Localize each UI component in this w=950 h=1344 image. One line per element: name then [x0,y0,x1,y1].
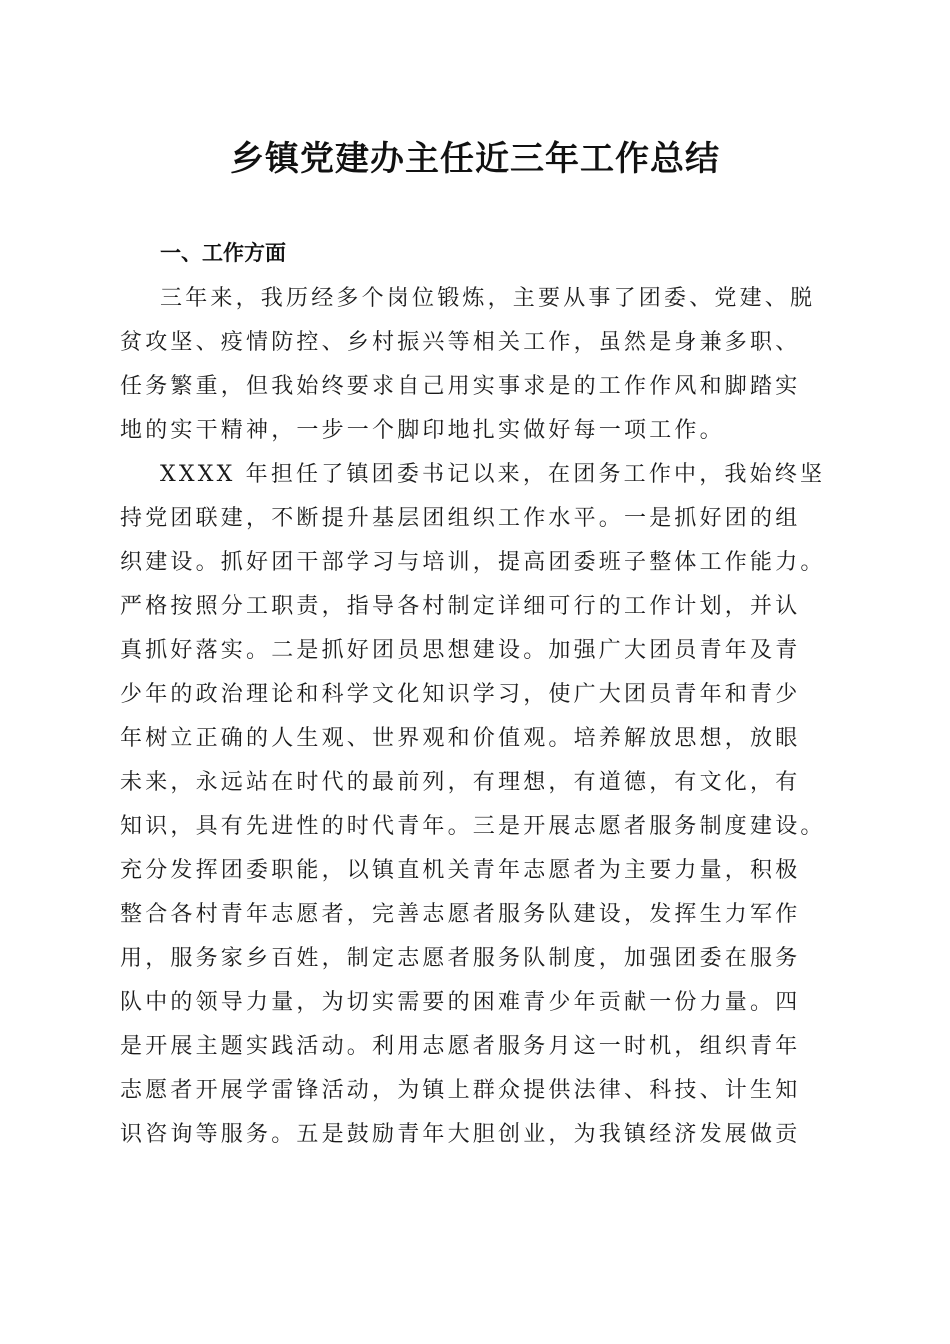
body-line-text: 未来，永远站在时代的最前列，有理想，有道德，有文化，有 [120,770,801,795]
body-line-text: 真抓好落实。二是抓好团员思想建设。加强广大团员青年及青 [120,638,801,663]
body-line [0,1113,950,1157]
body-line [0,893,950,937]
body-line-text: 贫攻坚、疫情防控、乡村振兴等相关工作，虽然是身兼多职、 [120,330,801,355]
body-line-text: 志愿者开展学雷锋活动，为镇上群众提供法律、科技、计生知 [120,1078,801,1103]
body-line [0,453,950,497]
body-line-text: 知识，具有先进性的时代青年。三是开展志愿者服务制度建设。 [120,814,826,839]
body-line [0,365,950,409]
body-line [0,1069,950,1113]
body-line [0,717,950,761]
body-line [0,629,950,673]
body-line-text: 持党团联建，不断提升基层团组织工作水平。一是抓好团的组 [120,506,801,531]
body-line [0,409,950,453]
body-line [0,981,950,1025]
body-line [0,937,950,981]
body-line-text: 用，服务家乡百姓，制定志愿者服务队制度，加强团委在服务 [120,946,801,971]
body-line [0,849,950,893]
body-line [0,321,950,365]
body-line-text: 队中的领导力量，为切实需要的困难青少年贡献一份力量。四 [120,990,801,1015]
body-line [0,1025,950,1069]
body-line [0,761,950,805]
body-line [0,805,950,849]
body-line-text: 整合各村青年志愿者，完善志愿者服务队建设，发挥生力军作 [120,902,801,927]
body-line-text: 充分发挥团委职能，以镇直机关青年志愿者为主要力量，积极 [120,858,801,883]
body-line-text: 年树立正确的人生观、世界观和价值观。培养解放思想，放眼 [120,726,801,751]
body-line [0,585,950,629]
body-line-text: 三年来，我历经多个岗位锻炼，主要从事了团委、党建、脱 [160,286,816,311]
body-line-text: 是开展主题实践活动。利用志愿者服务月这一时机，组织青年 [120,1034,801,1059]
document-title: 乡镇党建办主任近三年工作总结 [230,139,720,179]
body-line-text: 织建设。抓好团干部学习与培训，提高团委班子整体工作能力。 [120,550,826,575]
body-line [0,277,950,321]
body-line-text: 任务繁重，但我始终要求自己用实事求是的工作作风和脚踏实 [120,374,801,399]
section-heading: 一、工作方面 [160,241,286,265]
body-line-text: 地的实干精神，一步一个脚印地扎实做好每一项工作。 [120,418,725,443]
body-line [0,541,950,585]
body-line [0,497,950,541]
body-line-text: 识咨询等服务。五是鼓励青年大胆创业，为我镇经济发展做贡 [120,1122,801,1147]
body-line [0,673,950,717]
body-line-text: XXXX 年担任了镇团委书记以来，在团务工作中，我始终坚 [160,462,826,487]
body-line-text: 少年的政治理论和科学文化知识学习，使广大团员青年和青少 [120,682,801,707]
body-line-text: 严格按照分工职责，指导各村制定详细可行的工作计划，并认 [120,594,801,619]
